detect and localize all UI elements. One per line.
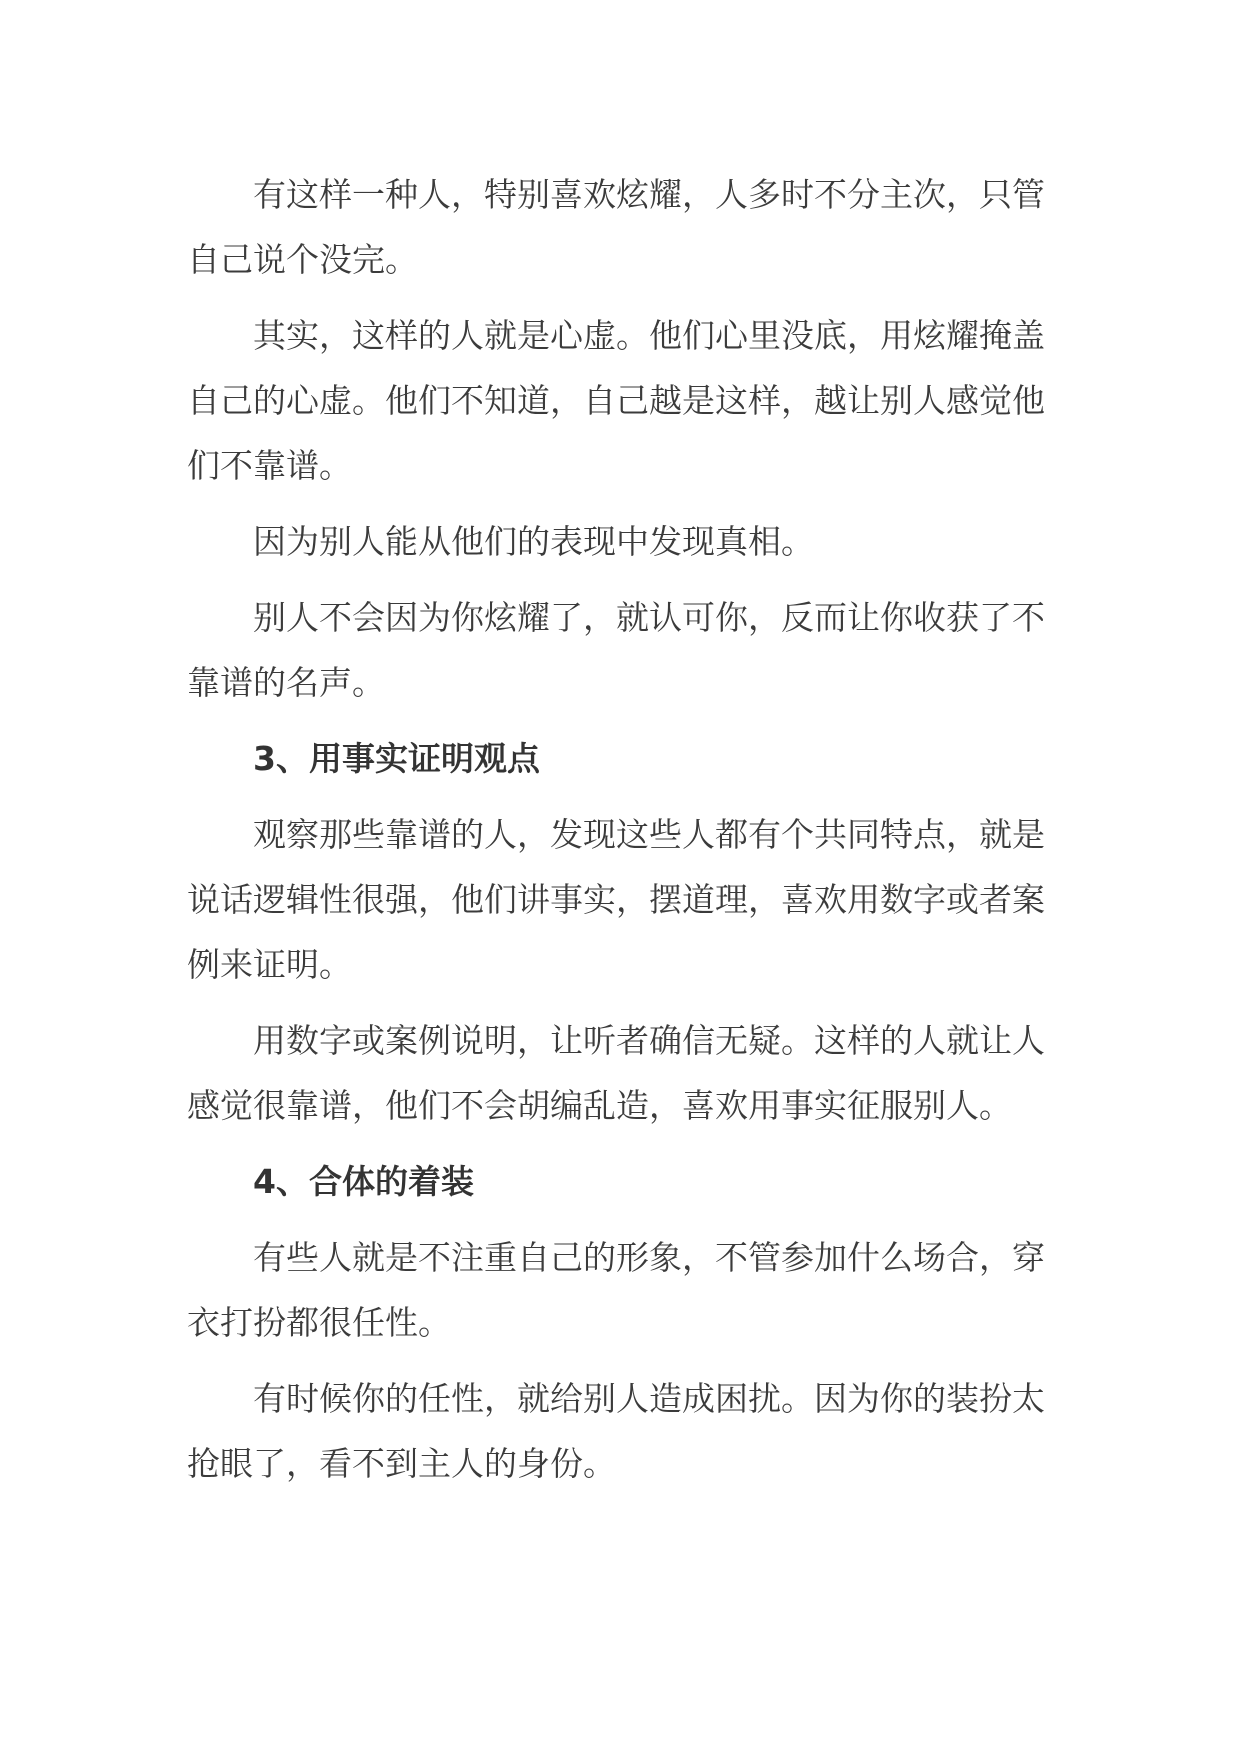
document-body <box>187 162 1053 1507</box>
section-heading: 4、合体的着装 <box>253 1162 474 1201</box>
paragraph: 观察那些靠谱的人，发现这些人都有个共同特点，就是说话逻辑性很强，他们讲事实，摆道理，喜欢用数字或者案例来证明。 <box>187 815 1045 984</box>
paragraph: 因为别人能从他们的表现中发现真相。 <box>253 522 814 561</box>
paragraph: 别人不会因为你炫耀了，就认可你，反而让你收获了不靠谱的名声。 <box>187 598 1045 702</box>
paragraph: 有这样一种人，特别喜欢炫耀，人多时不分主次，只管自己说个没完。 <box>187 175 1045 279</box>
paragraph: 有些人就是不注重自己的形象，不管参加什么场合，穿衣打扮都很任性。 <box>187 1238 1045 1342</box>
section-heading: 3、用事实证明观点 <box>253 739 540 778</box>
paragraph: 用数字或案例说明，让听者确信无疑。这样的人就让人感觉很靠谱，他们不会胡编乱造，喜欢用事实征服别人。 <box>187 1021 1045 1125</box>
paragraph: 有时候你的任性，就给别人造成困扰。因为你的装扮太抢眼了，看不到主人的身份。 <box>187 1379 1045 1483</box>
paragraph: 其实，这样的人就是心虚。他们心里没底，用炫耀掩盖自己的心虚。他们不知道，自己越是这样，越让别人感觉他们不靠谱。 <box>187 316 1045 485</box>
